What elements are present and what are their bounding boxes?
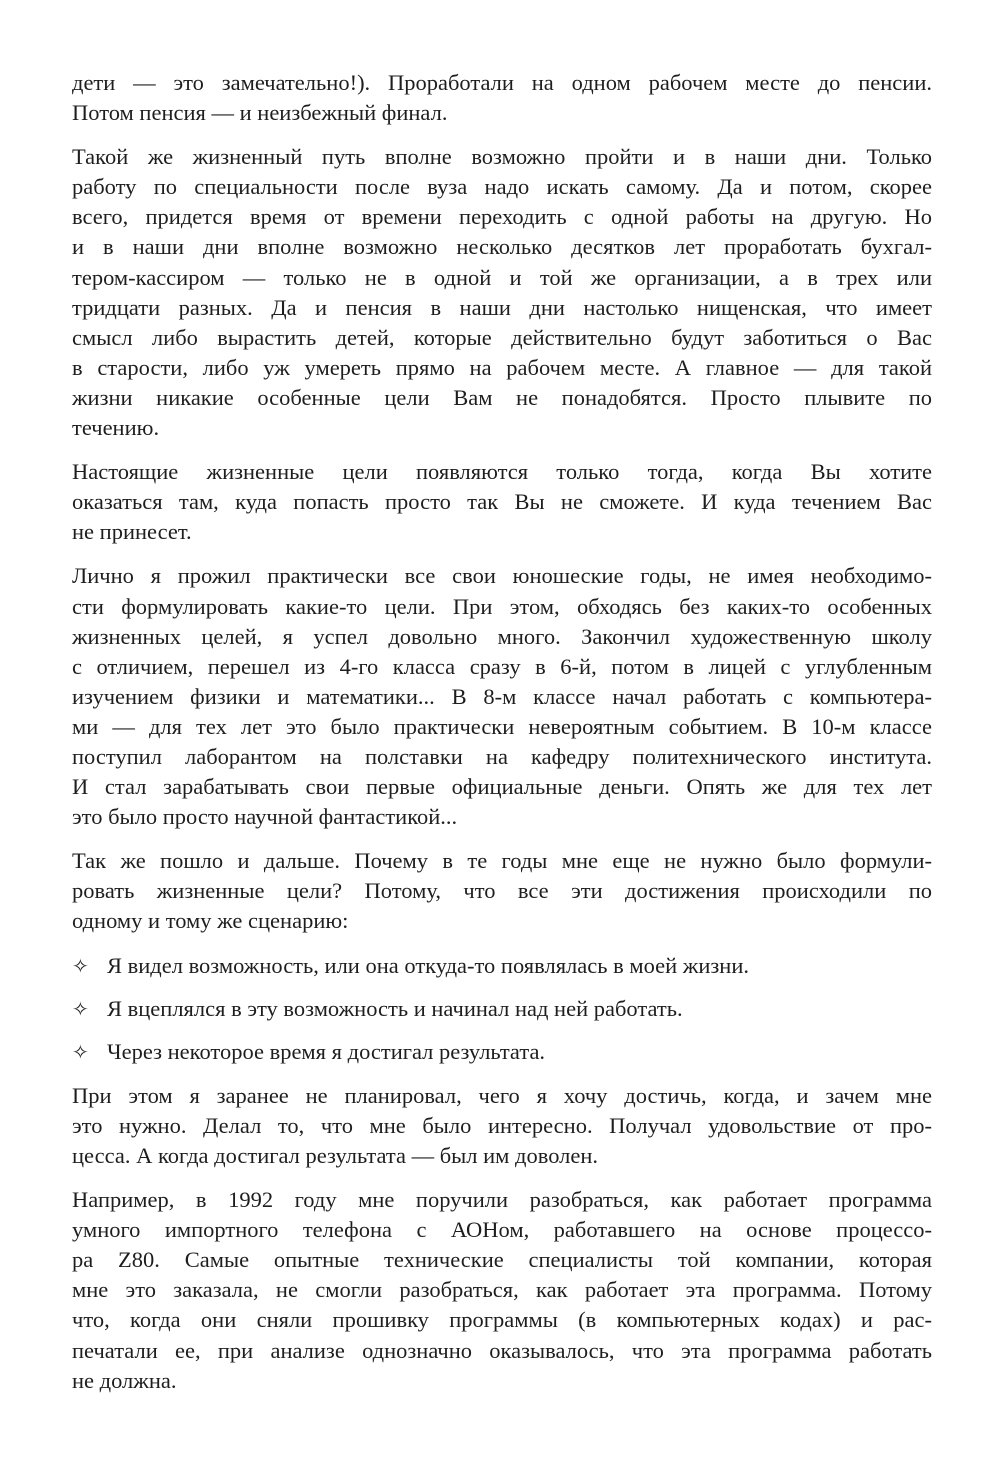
page-text xyxy=(72,68,932,1410)
text-line: При этом я заранее не планировал, чего я хочу достичь, когда, и зачем мне xyxy=(72,1082,932,1108)
body-text-after-list xyxy=(72,1081,932,1396)
text-line: одному и тому же сценарию: xyxy=(72,908,349,934)
four-point-star-bullet-icon: ✧ xyxy=(72,996,89,1021)
list-item-text: Через некоторое время я достигал результата. xyxy=(107,1038,546,1064)
text-line: оказаться там, куда попасть просто так Вы не сможете. И куда течением Вас xyxy=(72,489,932,515)
paragraph xyxy=(72,142,932,443)
text-line: в старости, либо уж умереть прямо на рабочем месте. А главное — для такой xyxy=(72,354,932,380)
body-text-before-list xyxy=(72,68,932,937)
paragraph xyxy=(72,457,932,547)
list-item-text: Я видел возможность, или она откуда-то появлялась в моей жизни. xyxy=(107,952,749,978)
four-point-star-bullet-icon: ✧ xyxy=(72,953,89,978)
text-line: мне это заказала, не смогли разобраться, как работает эта программа. Потому xyxy=(72,1277,932,1303)
paragraph xyxy=(72,1081,932,1171)
list-item xyxy=(72,994,932,1024)
text-line: Так же пошло и дальше. Почему в те годы мне еще не нужно было формули- xyxy=(72,848,932,874)
text-line: изучением физики и математики... В 8-м классе начал работать с компьютера- xyxy=(72,683,932,709)
text-line: не должна. xyxy=(72,1367,177,1393)
text-line: смысл либо вырастить детей, которые действительно будут заботиться о Вас xyxy=(72,324,932,350)
paragraph xyxy=(72,561,932,832)
paragraph xyxy=(72,846,932,936)
text-line: Настоящие жизненные цели появляются только тогда, когда Вы хотите xyxy=(72,459,932,485)
text-line: ра Z80. Самые опытные технические специалисты той компании, которая xyxy=(72,1247,932,1273)
text-line: жизненных целей, я успел довольно много. Закончил художественную школу xyxy=(72,623,932,649)
list-item-text: Я вцеплялся в эту возможность и начинал над ней работать. xyxy=(107,995,683,1021)
text-line: это нужно. Делал то, что мне было интересно. Получал удовольствие от про- xyxy=(72,1112,932,1138)
text-line: ми — для тех лет это было практически невероятным событием. В 10-м классе xyxy=(72,713,932,739)
text-line: печатали ее, при анализе однозначно оказывалось, что эта программа работать xyxy=(72,1337,932,1363)
paragraph xyxy=(72,1185,932,1396)
text-line: всего, придется время от времени переходить с одной работы на другую. Но xyxy=(72,204,932,230)
text-line: дети — это замечательно!). Проработали на одном рабочем месте до пенсии. xyxy=(72,70,932,95)
text-line: это было просто научной фантастикой... xyxy=(72,804,458,830)
text-line: работу по специальности после вуза надо искать самому. Да и потом, скорее xyxy=(72,174,932,200)
text-line: ровать жизненные цели? Потому, что все эти достижения происходили по xyxy=(72,878,932,904)
paragraph xyxy=(72,68,932,128)
text-line: Лично я прожил практически все свои юношеские годы, не имея необходимо- xyxy=(72,563,932,589)
text-line: что, когда они сняли прошивку программы (в компьютерных кодах) и рас- xyxy=(72,1307,932,1333)
text-line: тером-кассиром — только не в одной и той же организации, а в трех или xyxy=(72,264,932,290)
text-line: И стал зарабатывать свои первые официальные деньги. Опять же для тех лет xyxy=(72,774,932,800)
text-line: Например, в 1992 году мне поручили разобраться, как работает программа xyxy=(72,1187,932,1213)
text-line: течению. xyxy=(72,415,160,441)
text-line: не принесет. xyxy=(72,519,192,545)
list-item xyxy=(72,951,932,981)
text-line: тридцати разных. Да и пенсия в наши дни настолько нищенская, что имеет xyxy=(72,294,932,320)
text-line: цесса. А когда достигал результата — был им доволен. xyxy=(72,1143,599,1168)
text-line: Потом пенсия — и неизбежный финал. xyxy=(72,100,448,126)
text-line: с отличием, перешел из 4-го класса сразу в 6-й, потом в лицей с углубленным xyxy=(72,653,932,679)
text-line: сти формулировать какие-то цели. При этом, обходясь без каких-то особенных xyxy=(72,593,932,619)
text-line: и в наши дни вполне возможно несколько десятков лет проработать бухгал- xyxy=(72,234,932,260)
text-line: Такой же жизненный путь вполне возможно пройти и в наши дни. Только xyxy=(72,144,932,170)
text-line: умного импортного телефона с АОНом, работавшего на основе процессо- xyxy=(72,1217,932,1243)
text-line: поступил лаборантом на полставки на кафедру политехнического института. xyxy=(72,743,932,769)
four-point-star-bullet-icon: ✧ xyxy=(72,1039,89,1064)
list-item xyxy=(72,1037,932,1067)
bullet-list xyxy=(72,951,932,1067)
text-line: жизни никакие особенные цели Вам не понадобятся. Просто плывите по xyxy=(72,384,932,410)
